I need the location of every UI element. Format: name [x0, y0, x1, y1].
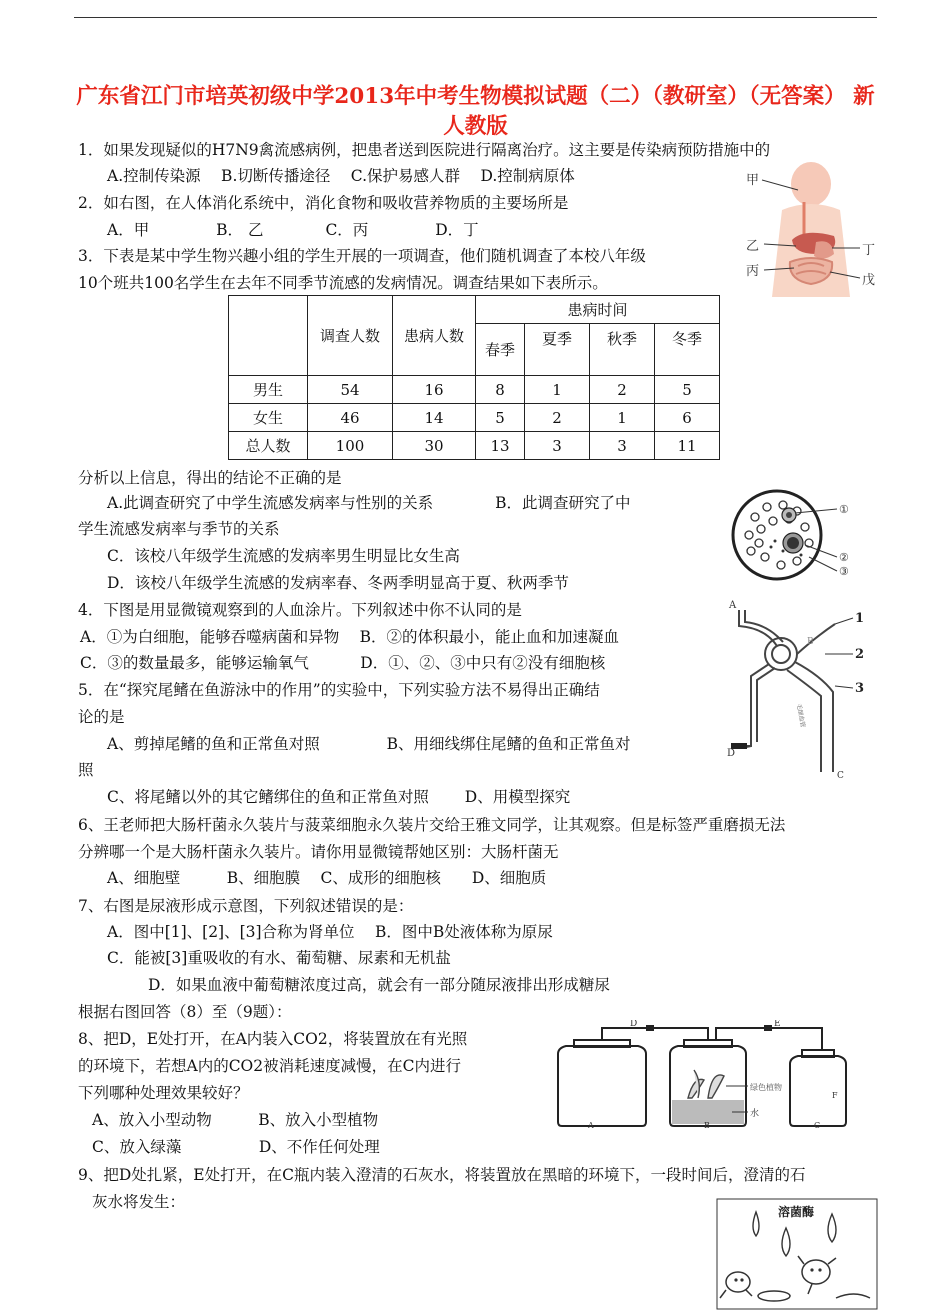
label-ding: 丁 [862, 243, 876, 258]
label-jia: 甲 [746, 173, 760, 188]
header-time: 患病时间 [476, 296, 720, 324]
label-circled-2: ② [839, 551, 849, 564]
header-sick: 患病人数 [393, 296, 476, 376]
label-circled-3: ③ [839, 565, 849, 578]
q5-options-ab: A、剪掉尾鳍的鱼和正常鱼对照 B、用细线绑住尾鳍的鱼和正常鱼对 [107, 735, 631, 753]
cell-winter: 6 [655, 404, 720, 432]
cell-summer: 2 [525, 404, 590, 432]
q8-stem-line3: 下列哪种处理效果较好？ [78, 1084, 249, 1102]
digestive-system-figure [742, 162, 880, 297]
label-2: 2 [855, 647, 865, 662]
label-green-plant: 绿色植物 [750, 1083, 782, 1092]
header-season: 秋季 [590, 324, 655, 376]
q9-stem-line2: 灰水将发生： [92, 1193, 186, 1211]
q3-analysis: 分析以上信息，得出的结论不正确的是 [78, 469, 342, 487]
q1-stem: 1．如果发现疑似的H7N9禽流感病例，把患者送到医院进行隔离治疗。这主要是传染病预防措施中的 [78, 141, 771, 159]
q7-options-ab: A．图中[1]、[2]、[3]合称为肾单位 B．图中B处液体称为原尿 [107, 923, 553, 941]
label-bottle-A: A [588, 1121, 594, 1130]
label-circled-1: ① [839, 503, 849, 516]
label-water: 水 [750, 1109, 760, 1119]
table-row [229, 432, 720, 460]
q6-stem-line1: 6、王老师把大肠杆菌永久装片与菠菜细胞永久装片交给王雅文同学，让其观察。但是标签严重磨损无法 [78, 816, 786, 834]
q6-stem-line2: 分辨哪一个是大肠杆菌永久装片。请你用显微镜帮她区别：大肠杆菌无 [78, 843, 559, 861]
cell-sick: 14 [393, 404, 476, 432]
q3-option-c: C．该校八年级学生流感的发病率男生明显比女生高 [107, 547, 460, 565]
q7-stem: 7、右图是尿液形成示意图，下列叙述错误的是： [78, 897, 414, 915]
q7-option-d: D．如果血液中葡萄糖浓度过高，就会有一部分随尿液排出形成糖尿 [148, 976, 610, 994]
header-season: 夏季 [525, 324, 590, 376]
cell-spring: 8 [476, 376, 525, 404]
header-surveyed: 调查人数 [308, 296, 393, 376]
label-clamp-D: D [630, 1020, 638, 1029]
cell-winter: 11 [655, 432, 720, 460]
label-1: 1 [855, 611, 865, 626]
header-season: 春季 [476, 324, 525, 376]
cell-spring: 13 [476, 432, 525, 460]
cell-summer: 1 [525, 376, 590, 404]
label-bottle-B: B [704, 1121, 710, 1130]
survey-table [228, 295, 720, 460]
label-A: A [729, 600, 737, 611]
q8-stem-line2: 的环境下，若想A内的CO2被消耗速度减慢，在C内进行 [78, 1057, 461, 1075]
label-bottle-F: F [832, 1091, 838, 1100]
cell-winter: 5 [655, 376, 720, 404]
row-label: 总人数 [229, 432, 308, 460]
q5-options-cd: C、将尾鳍以外的其它鳍绑住的鱼和正常鱼对照 D、用模型探究 [107, 788, 571, 806]
cell-autumn: 1 [590, 404, 655, 432]
label-clamp-E: E [774, 1020, 781, 1029]
q3-stem-line2: 10个班共100名学生在去年不同季节流感的发病情况。调查结果如下表所示。 [78, 274, 608, 292]
page-title: 广东省江门市培英初级中学2013年中考生物模拟试题（二）（教研室）（无答案） 新人教版 [76, 84, 875, 139]
cell-surveyed: 46 [308, 404, 393, 432]
q1-options: A.控制传染源 B.切断传播途径 C.保护易感人群 D.控制病原体 [107, 167, 575, 185]
cell-summer: 3 [525, 432, 590, 460]
label-D: D [727, 748, 736, 759]
cell-surveyed: 100 [308, 432, 393, 460]
q6-options: A、细胞壁 B、细胞膜 C、成形的细胞核 D、细胞质 [107, 869, 547, 887]
q5-stem-line2: 论的是 [78, 708, 125, 726]
cell-autumn: 2 [590, 376, 655, 404]
cell-surveyed: 54 [308, 376, 393, 404]
label-yi: 乙 [746, 239, 760, 254]
q8-9-intro: 根据右图回答（8）至（9题）： [78, 1003, 292, 1021]
bottle-apparatus-figure [548, 1020, 878, 1130]
q7-option-c: C．能被[3]重吸收的有水、葡萄糖、尿素和无机盐 [107, 949, 451, 967]
label-capillary: 毛细血管 [795, 703, 807, 728]
label-3: 3 [855, 681, 865, 696]
label-C: C [837, 771, 844, 778]
header-rule [74, 17, 877, 18]
q8-options-cd: C、放入绿藻 D、不作任何处理 [92, 1138, 380, 1156]
label-bing: 丙 [746, 264, 760, 279]
q3-option-b-cont: 学生流感发病率与季节的关系 [78, 520, 280, 538]
q9-stem-line1: 9、把D处扎紧，E处打开，在C瓶内装入澄清的石灰水，将装置放在黑暗的环境下，一段时间后，澄清的石 [78, 1166, 806, 1184]
label-lysozyme: 溶菌酶 [778, 1205, 815, 1219]
blood-smear-figure [725, 485, 860, 585]
q4-stem: 4．下图是用显微镜观察到的人血涂片。下列叙述中你不认同的是 [78, 601, 522, 619]
q2-stem: 2．如右图，在人体消化系统中，消化食物和吸收营养物质的主要场所是 [78, 194, 569, 212]
label-bottle-C: C [814, 1121, 821, 1130]
table-row [229, 376, 720, 404]
q4-options-cd: C．③的数量最多，能够运输氧气 D．①、②、③中只有②没有细胞核 [80, 654, 606, 672]
cell-autumn: 3 [590, 432, 655, 460]
table-row [229, 404, 720, 432]
cell-spring: 5 [476, 404, 525, 432]
table-corner-cell [229, 296, 308, 376]
label-wu: 戊 [862, 273, 876, 288]
lysozyme-figure [716, 1198, 878, 1310]
q5-stem-line1: 5．在“探究尾鳍在鱼游泳中的作用”的实验中，下列实验方法不易得出正确结 [78, 681, 600, 699]
q3-option-d: D．该校八年级学生流感的发病率春、冬两季明显高于夏、秋两季节 [107, 574, 569, 592]
q5-option-b-cont: 照 [78, 761, 94, 779]
label-B: B [807, 637, 814, 647]
q2-options: A．甲 B． 乙 C．丙 D．丁 [107, 221, 479, 239]
q4-options-ab: A．①为白细胞，能够吞噬病菌和异物 B．②的体积最小，能止血和加速凝血 [80, 628, 620, 646]
cell-sick: 16 [393, 376, 476, 404]
row-label: 女生 [229, 404, 308, 432]
q3-option-a: A.此调查研究了中学生流感发病率与性别的关系 B．此调查研究了中 [107, 494, 631, 512]
nephron-figure [725, 596, 865, 778]
q3-stem-line1: 3．下表是某中学生物兴趣小组的学生开展的一项调查，他们随机调查了本校八年级 [78, 247, 646, 265]
q8-stem-line1: 8、把D，E处打开，在A内装入CO2，将装置放在有光照 [78, 1030, 468, 1048]
cell-sick: 30 [393, 432, 476, 460]
header-season: 冬季 [655, 324, 720, 376]
row-label: 男生 [229, 376, 308, 404]
q8-options-ab: A、放入小型动物 B、放入小型植物 [92, 1111, 379, 1129]
